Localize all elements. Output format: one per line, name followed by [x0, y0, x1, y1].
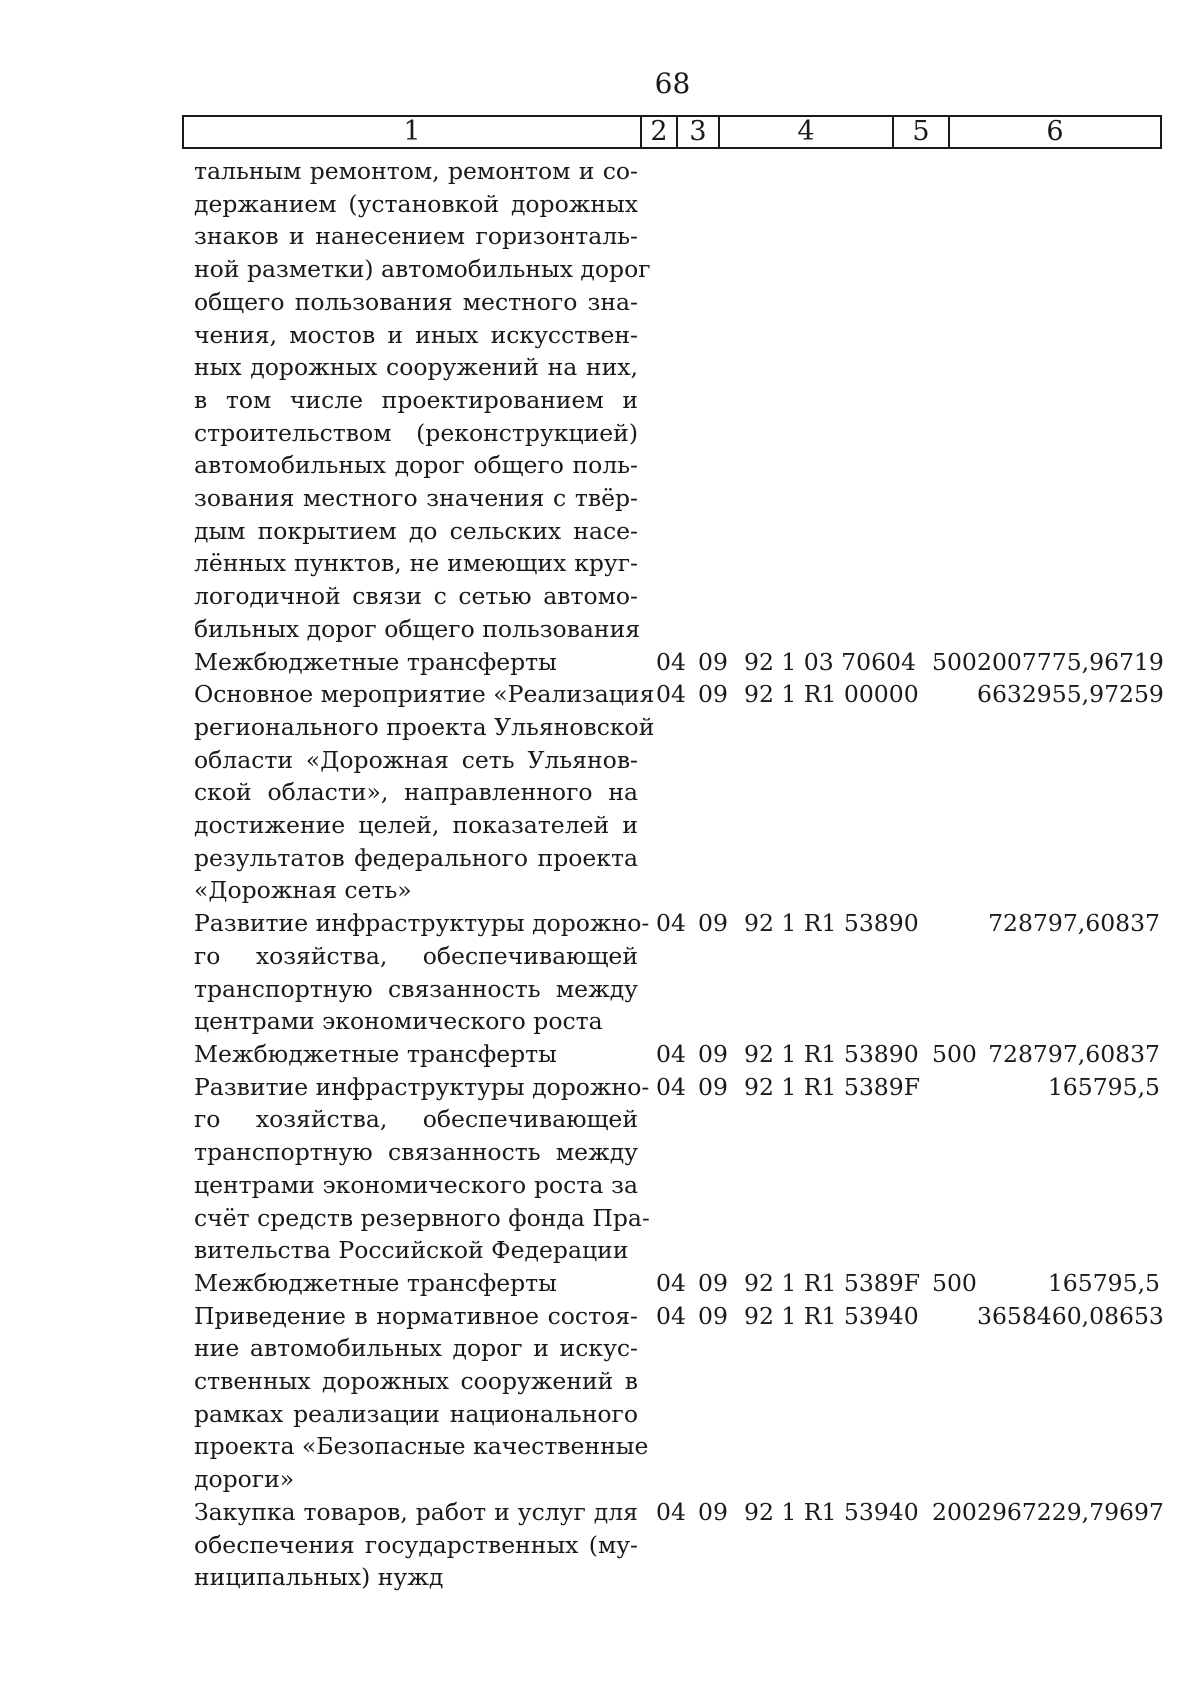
table-row — [194, 155, 1164, 646]
target-article-code: 92 1 R1 5389F — [744, 1268, 921, 1297]
subsection-code: 09 — [698, 1072, 728, 1101]
description-line: ной разметки) автомобильных дорог — [194, 255, 651, 284]
row-description — [194, 155, 651, 646]
amount-value: 165795,5 — [1047, 1072, 1160, 1101]
description-line: счёт средств резервного фонда Пра- — [194, 1203, 650, 1232]
description-line: бильных дорог общего пользования — [194, 614, 641, 643]
table-row — [194, 1071, 1164, 1267]
description-line: знаков и нанесением горизонталь- — [194, 222, 638, 251]
row-description — [194, 907, 650, 1038]
description-line: ниципальных) нужд — [194, 1563, 444, 1592]
section-code: 04 — [656, 680, 686, 709]
description-line: транспортную связанность между — [194, 1138, 638, 1167]
amount-value: 6632955,97259 — [977, 680, 1164, 709]
description-line: ных дорожных сооружений на них, — [194, 353, 638, 382]
target-article-code: 92 1 R1 53940 — [744, 1497, 919, 1526]
description-line: Развитие инфраструктуры дорожно- — [194, 1072, 650, 1101]
row-description — [194, 1300, 649, 1496]
description-line: обеспечения государственных (му- — [194, 1530, 638, 1559]
table-row — [194, 646, 1164, 679]
target-article-code: 92 1 R1 00000 — [744, 680, 919, 709]
description-line: ственных дорожных сооружений в — [194, 1367, 638, 1396]
target-article-code: 92 1 03 70604 — [744, 647, 916, 676]
row-description — [194, 1496, 638, 1594]
target-article-code: 92 1 R1 53890 — [744, 909, 919, 938]
target-article-code: 92 1 R1 53940 — [744, 1301, 919, 1330]
description-line: логодичной связи с сетью автомо- — [194, 582, 638, 611]
description-line: результатов федерального проекта — [194, 843, 638, 872]
amount-value: 2967229,79697 — [977, 1497, 1164, 1526]
description-line: автомобильных дорог общего поль- — [194, 451, 638, 480]
amount-value: 165795,5 — [1047, 1268, 1160, 1297]
description-line: Межбюджетные трансферты — [194, 1268, 557, 1297]
section-code: 04 — [656, 1497, 686, 1526]
expense-type-code: 200 — [932, 1497, 977, 1526]
description-line: Межбюджетные трансферты — [194, 1039, 557, 1068]
description-line: тальным ремонтом, ремонтом и со- — [194, 157, 638, 185]
subsection-code: 09 — [698, 680, 728, 709]
subsection-code: 09 — [698, 1039, 728, 1068]
section-code: 04 — [656, 1039, 686, 1068]
section-code: 04 — [656, 909, 686, 938]
amount-value: 3658460,08653 — [977, 1301, 1164, 1330]
row-description — [194, 1071, 650, 1267]
description-line: достижение целей, показателей и — [194, 811, 638, 840]
subsection-code: 09 — [698, 1268, 728, 1297]
description-line: Межбюджетные трансферты — [194, 647, 557, 676]
description-line: го хозяйства, обеспечивающей — [194, 941, 638, 970]
table-row — [194, 1267, 1164, 1300]
table-row — [194, 907, 1164, 1038]
description-line: чения, мостов и иных искусствен- — [194, 320, 638, 349]
description-line: вительства Российской Федерации — [194, 1236, 629, 1265]
subsection-code: 09 — [698, 909, 728, 938]
description-line: го хозяйства, обеспечивающей — [194, 1105, 638, 1134]
description-line: центрами экономического роста за — [194, 1170, 638, 1199]
description-line: Закупка товаров, работ и услуг для — [194, 1497, 638, 1526]
header-col-1: 1 — [184, 117, 642, 147]
header-col-6: 6 — [1046, 116, 1064, 147]
expense-type-code: 500 — [932, 1039, 977, 1068]
subsection-code: 09 — [698, 1497, 728, 1526]
section-code: 04 — [656, 1301, 686, 1330]
description-line: транспортную связанность между — [194, 974, 638, 1003]
table-row — [194, 678, 1164, 907]
subsection-code: 09 — [698, 1301, 728, 1330]
section-code: 04 — [656, 1268, 686, 1297]
row-description — [194, 1267, 638, 1300]
description-line: держанием (установкой дорожных — [194, 189, 638, 218]
subsection-code: 09 — [698, 647, 728, 676]
amount-value: 728797,60837 — [988, 909, 1160, 938]
header-col-3: 3 — [678, 117, 720, 147]
description-line: лённых пунктов, не имеющих круг- — [194, 549, 638, 578]
row-description — [194, 678, 655, 907]
description-line: дым покрытием до сельских насе- — [194, 516, 638, 545]
description-line: ской области», направленного на — [194, 778, 638, 807]
table-row — [194, 1496, 1164, 1594]
expense-type-code: 500 — [932, 1268, 977, 1297]
row-description — [194, 646, 638, 679]
page-number: 68 — [654, 67, 691, 100]
description-line: проекта «Безопасные качественные — [194, 1432, 649, 1461]
section-code: 04 — [656, 1072, 686, 1101]
header-col-2: 2 — [642, 117, 678, 147]
header-col-5: 5 — [894, 117, 950, 147]
description-line: регионального проекта Ульяновской — [194, 712, 655, 741]
target-article-code: 92 1 R1 53890 — [744, 1039, 919, 1068]
description-line: рамках реализации национального — [194, 1399, 638, 1428]
description-line: зования местного значения с твёр- — [194, 484, 638, 513]
table-header — [182, 115, 1162, 149]
table-row — [194, 1038, 1164, 1071]
description-line: в том числе проектированием и — [194, 385, 638, 414]
target-article-code: 92 1 R1 5389F — [744, 1072, 921, 1101]
description-line: строительством (реконструкцией) — [194, 418, 638, 447]
description-line: Основное мероприятие «Реализация — [194, 680, 655, 709]
description-line: ние автомобильных дорог и искус- — [194, 1334, 638, 1363]
description-line: «Дорожная сеть» — [194, 876, 412, 905]
description-line: центрами экономического роста — [194, 1007, 603, 1036]
expense-type-code: 500 — [932, 647, 977, 676]
description-line: Приведение в нормативное состоя- — [194, 1301, 638, 1330]
table-row — [194, 1300, 1164, 1496]
amount-value: 2007775,96719 — [977, 647, 1164, 676]
amount-value: 728797,60837 — [988, 1039, 1160, 1068]
table-body — [194, 155, 1164, 1594]
description-line: общего пользования местного зна- — [194, 287, 638, 316]
row-description — [194, 1038, 638, 1071]
description-line: области «Дорожная сеть Ульянов- — [194, 745, 638, 774]
section-code: 04 — [656, 647, 686, 676]
header-col-4: 4 — [720, 117, 894, 147]
description-line: дороги» — [194, 1465, 295, 1494]
description-line: Развитие инфраструктуры дорожно- — [194, 909, 650, 938]
